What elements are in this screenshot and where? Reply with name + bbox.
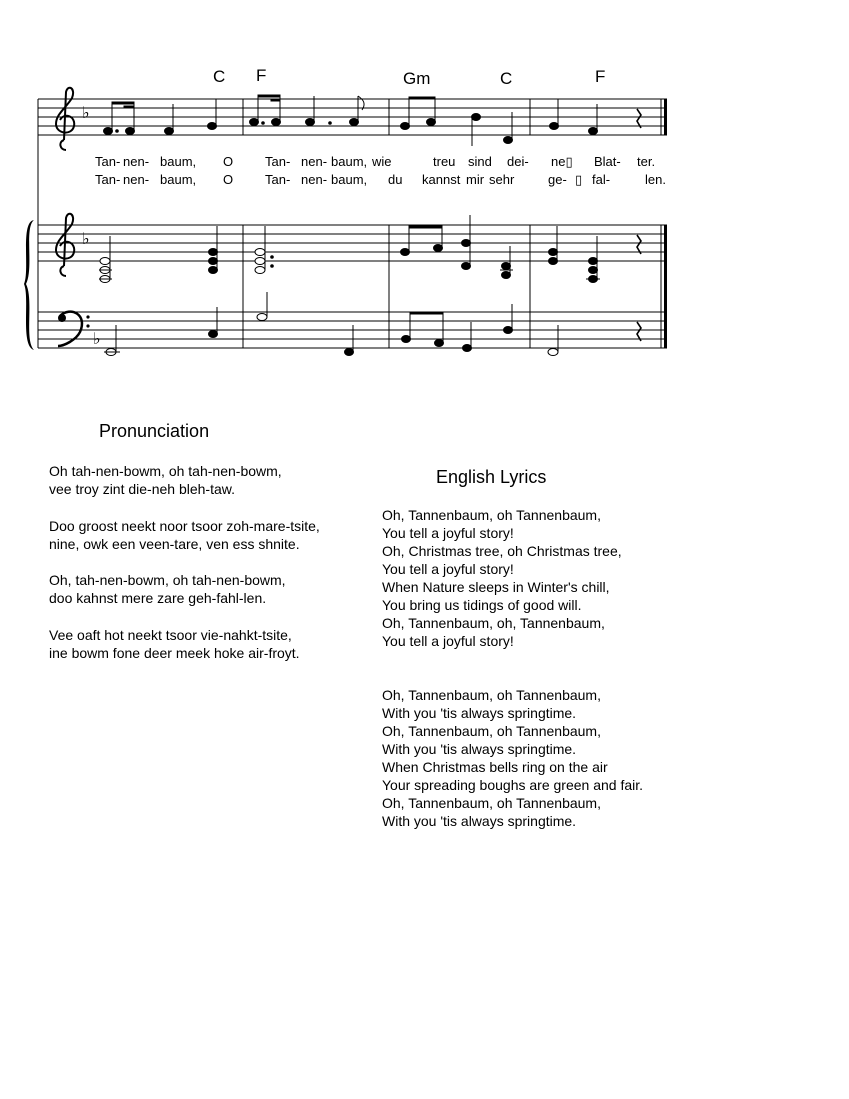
text-line: You tell a joyful story!: [382, 633, 514, 649]
lyric-syllable: O: [223, 154, 234, 169]
text-line: Doo groost neekt noor tsoor zoh-mare-tsite,: [49, 518, 320, 534]
lyric-syllable: sehr: [489, 172, 515, 187]
lyric-syllable: nen-: [123, 172, 150, 187]
lyric-syllable: ge-: [548, 172, 567, 187]
text-line: Oh, Christmas tree, oh Christmas tree,: [382, 543, 622, 559]
pronunciation-heading: Pronunciation: [99, 421, 210, 441]
sheet-music-score: [0, 0, 849, 400]
piano-treble-staff: [38, 225, 667, 261]
text-line: doo kahnst mere zare geh-fahl-len.: [49, 590, 267, 606]
svg-text:♭: ♭: [82, 229, 90, 248]
lyric-syllable: kannst: [422, 172, 461, 187]
lyric-syllable: mir: [466, 172, 485, 187]
chord-symbol: C: [213, 67, 226, 86]
text-line: Oh, tah-nen-bowm, oh tah-nen-bowm,: [49, 572, 286, 588]
lyric-syllable: ▯: [575, 172, 583, 187]
lyric-syllable: sind: [468, 154, 492, 169]
lyric-syllable: dei-: [507, 154, 529, 169]
chord-symbol: F: [595, 67, 606, 86]
treble-clef-icon: [56, 88, 74, 150]
lyric-syllable: Tan-: [95, 154, 121, 169]
chord-symbol: C: [500, 69, 513, 88]
chord-symbol: Gm: [403, 69, 431, 88]
chord-symbol: F: [256, 66, 267, 85]
text-line: With you 'tis always springtime.: [382, 705, 577, 721]
text-line: You bring us tidings of good will.: [382, 597, 582, 613]
text-line: Oh, Tannenbaum, oh Tannenbaum,: [382, 723, 601, 739]
text-line: When Christmas bells ring on the air: [382, 759, 608, 775]
pronunciation-stanza: [49, 571, 286, 607]
piano-brace: [24, 220, 34, 350]
lyric-syllable: nen-: [301, 154, 328, 169]
text-line: Oh, Tannenbaum, oh Tannenbaum,: [382, 507, 601, 523]
text-line: ine bowm fone deer meek hoke air-froyt.: [49, 645, 300, 661]
english-stanza: [382, 506, 622, 650]
lyric-syllable: du: [388, 172, 403, 187]
pronunciation-stanza: [49, 462, 282, 498]
lyric-syllable: ter.: [637, 154, 656, 169]
english-stanza: [382, 686, 643, 830]
lyric-syllable: len.: [645, 172, 666, 187]
bass-clef-icon: [58, 312, 90, 346]
text-line: vee troy zint die-neh bleh-taw.: [49, 481, 235, 497]
pronunciation-stanza: [49, 626, 300, 662]
text-line: With you 'tis always springtime.: [382, 813, 577, 829]
lyric-syllable: wie: [372, 154, 392, 169]
lyric-syllable: baum,: [160, 172, 197, 187]
lyric-syllable: nen-: [301, 172, 328, 187]
text-line: Oh tah-nen-bowm, oh tah-nen-bowm,: [49, 463, 282, 479]
lyric-syllable: nen-: [123, 154, 150, 169]
lyric-syllable: Tan-: [95, 172, 121, 187]
lyric-syllable: Tan-: [265, 154, 291, 169]
text-line: Oh, Tannenbaum, oh Tannenbaum,: [382, 687, 601, 703]
english-lyrics-heading: English Lyrics: [436, 467, 547, 487]
lyric-syllable: O: [223, 172, 234, 187]
text-line: nine, owk een veen-tare, ven ess shnite.: [49, 536, 300, 552]
lyric-syllable: ne▯: [551, 154, 573, 169]
text-line: Your spreading boughs are green and fair.: [382, 777, 644, 793]
pronunciation-stanza: [49, 517, 320, 553]
text-line: Oh, Tannenbaum, oh, Tannenbaum,: [382, 615, 605, 631]
text-line: Vee oaft hot neekt tsoor vie-nahkt-tsite,: [49, 627, 292, 643]
text-line: Oh, Tannenbaum, oh Tannenbaum,: [382, 795, 601, 811]
svg-text:♭: ♭: [82, 103, 90, 122]
svg-text:♭: ♭: [93, 329, 101, 348]
lyric-syllable: baum,: [331, 172, 368, 187]
lyric-syllable: fal-: [592, 172, 611, 187]
text-line: When Nature sleeps in Winter's chill,: [382, 579, 610, 595]
lyric-syllable: treu: [433, 154, 456, 169]
lyric-syllable: Blat-: [594, 154, 621, 169]
lyric-syllable: baum,: [160, 154, 197, 169]
lyric-syllable: Tan-: [265, 172, 291, 187]
lyric-syllable: baum,: [331, 154, 368, 169]
text-line: You tell a joyful story!: [382, 561, 514, 577]
text-line: With you 'tis always springtime.: [382, 741, 577, 757]
text-line: You tell a joyful story!: [382, 525, 514, 541]
